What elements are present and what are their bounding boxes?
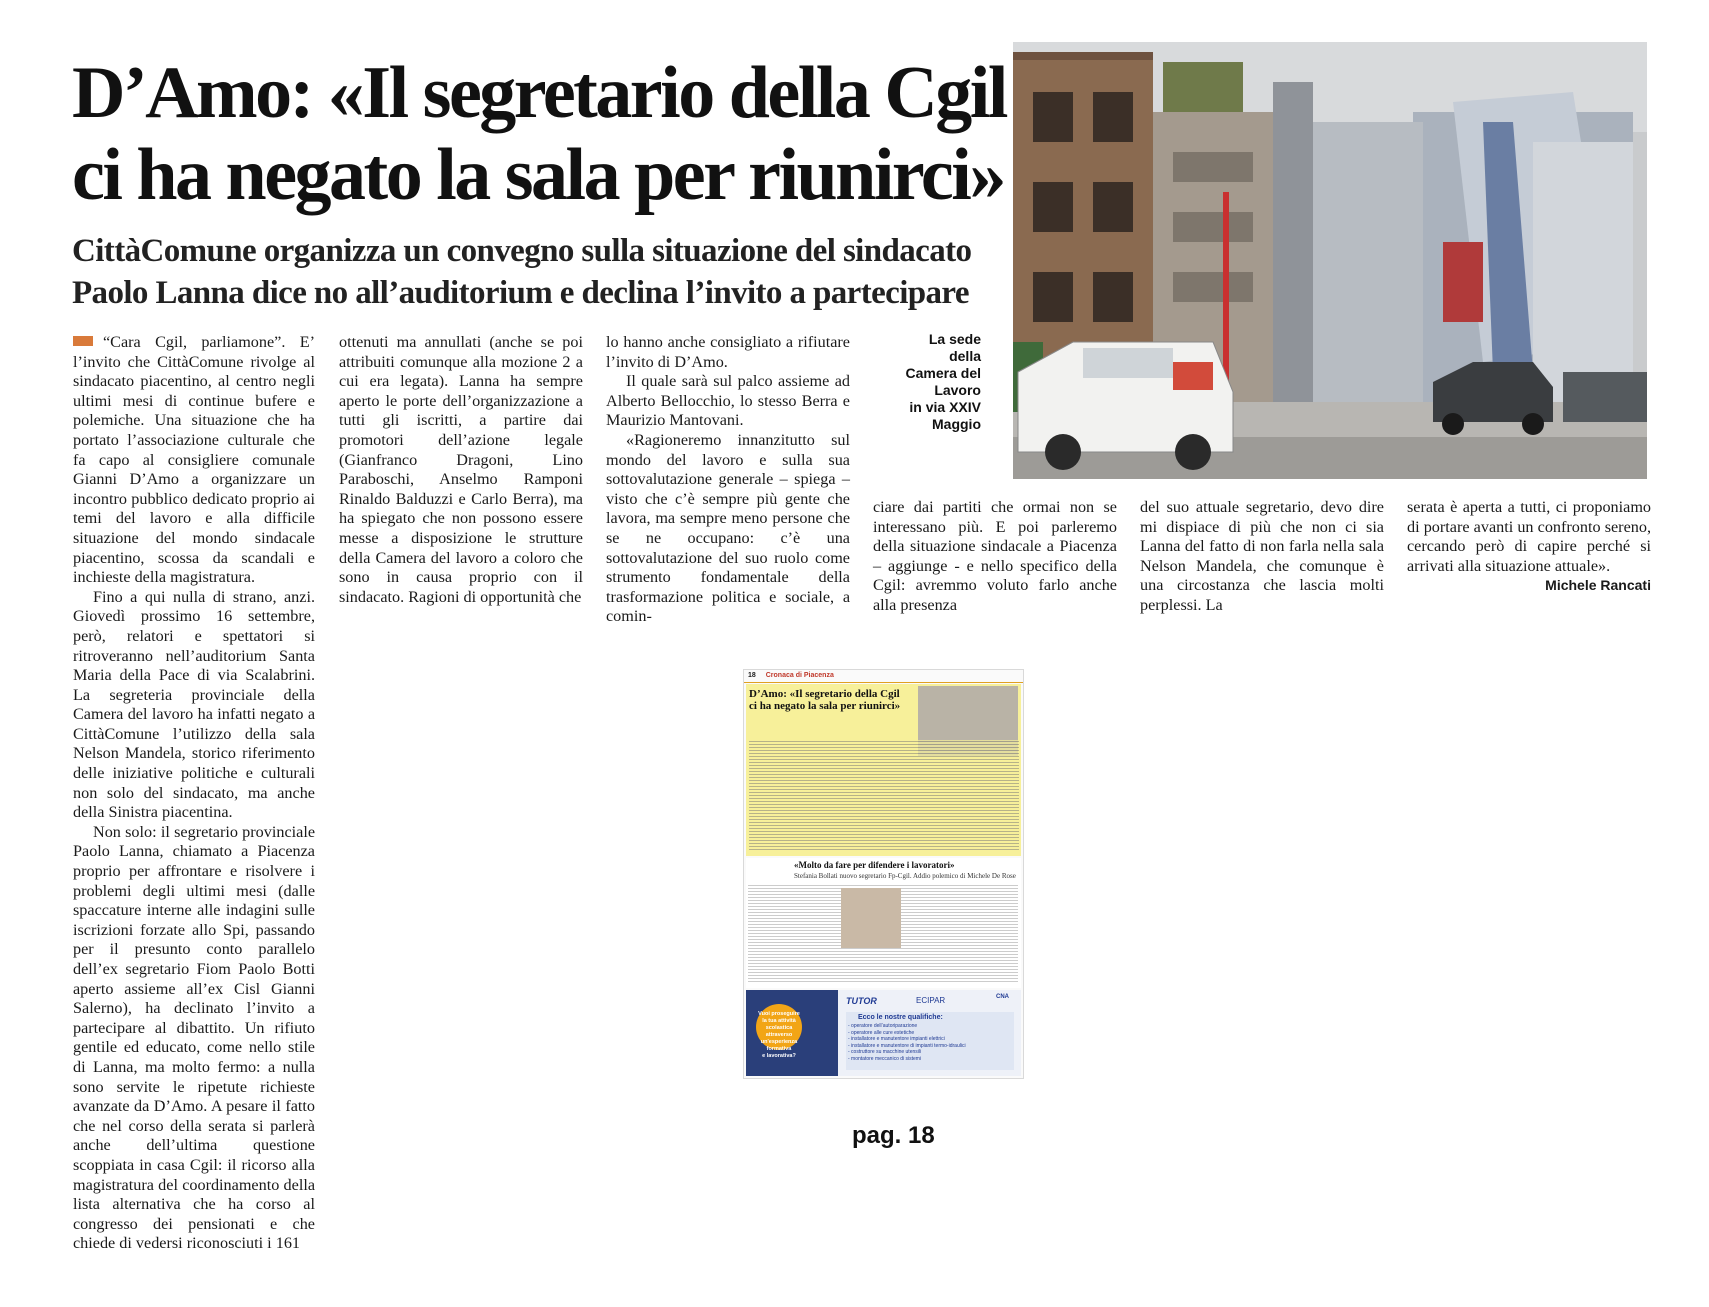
article-column-1 (73, 333, 315, 1254)
paragraph: Non solo: il segretario provinciale Paolo Lanna, chiamato a Piacenza proprio per affrontare e risolvere i problemi degli ultimi mesi (dalle spaccature interne alle indagini sulle iscrizioni forzate allo Spi, passando per il presunto conto parallelo dell’ex segretario Fiom Paolo Botti aperto assieme all’ex Cisl Gianni Salerno), ha declinato l’invito a partecipare al dibattito. Un rifiuto gentile ed educato, come nello stile di Lanna, ma molto fermo: a nulla sono servite le ripetute richieste avanzate da D’Amo. A pesare il fatto che nel corso della serata si parlerà anche dell’ultima questione scoppiata in casa Cgil: il ricorso alla magistratura del coordinamento della lista alternativa che ha corso al congresso dei pensionati e che chiede di vedersi riconosciuti i 161 (73, 822, 315, 1253)
camera-del-lavoro-photo (1013, 42, 1647, 479)
subheadline (72, 230, 972, 314)
list-item: - installatore e manutentore impianti elettrici (848, 1036, 945, 1042)
ad-badge (756, 1004, 802, 1059)
headline-line-1: D’Amo: «Il segretario della Cgil (72, 52, 1006, 134)
cna-logo: CNA (996, 994, 1009, 1000)
headline (72, 52, 1006, 216)
ad-badge-line: e lavorativa? (762, 1053, 796, 1059)
article-column-5 (1140, 498, 1384, 616)
thumbnail-second-headline: «Molto da fare per difendere i lavoratori» (794, 860, 955, 870)
caption-line: La sede (928, 331, 981, 347)
ad-badge-line: la tua attività scolastica (762, 1018, 796, 1031)
subheadline-line-1: CittàComune organizza un convegno sulla situazione del sindacato (72, 233, 972, 269)
list-item: - operatore alle cure estetiche (848, 1029, 915, 1036)
thumbnail-section: Cronaca di Piacenza (765, 672, 834, 679)
paragraph: serata è aperta a tutti, ci proponiamo di portare avanti un confronto sereno, cercando però di capire perché si arrivati alla situazione attuale». (1407, 498, 1651, 575)
caption-line: della (949, 348, 981, 364)
paragraph: «Ragioneremo innanzitutto sul mondo del lavoro e sulla sua sottovalutazione generale – spiega – visto che c’è sempre più gente che lavora, ma sempre meno persone che se ne occupano: c’è una sottovalutazione del suo ruolo come strumento fondamentale della trasformazione politica e sociale, a comin- (606, 430, 850, 626)
ad-badge-line: formativa (766, 1046, 792, 1052)
article-photo (1013, 42, 1647, 479)
paragraph: ciare dai partiti che ormai non se interessano più. E poi parleremo della situazione sindacale a Piacenza – aggiunge - e nello specifico della Cgil: avremmo voluto farlo anche alla presenza (873, 498, 1117, 614)
thumbnail-headline-line: D’Amo: «Il segretario della Cgil (749, 688, 900, 700)
article-column-3 (606, 333, 850, 627)
caption-line: Lavoro (934, 382, 981, 398)
author-byline: Michele Rancati (1545, 577, 1651, 594)
thumbnail-page-number: 18 (748, 672, 756, 679)
paragraph-text: “Cara Cgil, parliamone”. E’ l’invito che CittàComune rivolge al sindacato piacentino, al centro negli ultimi mesi di continue bufere e polemiche. Una situazione che ha portato l’associazione culturale che fa capo al consigliere comunale Gianni D’Amo a organizzare un incontro pubblico dedicato proprio ai temi del lavoro e alla difficile situazione del mondo sindacale piacentino, scossa da scandali e inchieste della magistratura. (73, 333, 315, 587)
paragraph: del suo attuale segretario, devo dire mi dispiace di più che non ci sia Lanna del fatto di non farla nella sala Nelson Mandela, che comunque è una circostanza che lascia molti perplessi. La (1140, 498, 1384, 614)
headline-line-2: ci ha negato la sala per riunirci» (72, 134, 1004, 216)
caption-line: Maggio (932, 416, 981, 432)
thumbnail-headline (749, 688, 909, 712)
page-thumbnail (743, 669, 1024, 1079)
thumbnail-advertisement (746, 990, 1021, 1076)
list-item: - operatore dell’autoriparazione (848, 1023, 918, 1029)
ecipar-logo: ECIPAR (916, 996, 946, 1005)
ad-title: Ecco le nostre qualifiche: (858, 1014, 943, 1021)
list-item: - installatore e manutentore di impianti termo-idraulici (848, 1042, 966, 1049)
ad-qualifications-list (848, 1023, 966, 1062)
article-column-6 (1407, 498, 1651, 596)
caption-line: in via XXIV (909, 399, 981, 415)
thumbnail-second-article (746, 858, 1021, 988)
article-column-2 (339, 333, 583, 607)
paragraph (73, 333, 315, 588)
thumbnail-header (744, 670, 1023, 683)
thumbnail-headline-line: ci ha negato la sala per riunirci» (749, 700, 901, 712)
thumbnail-text-lines (749, 740, 1019, 852)
list-item: - costruttore su macchine utensili (848, 1049, 922, 1055)
section-marker-icon (73, 336, 93, 346)
paragraph: ottenuti ma annullati (anche se poi attribuiti comunque alla mozione 2 a cui era legata). Lanna ha sempre aperto le porte dell’organizzazione a tutti gli iscritti, a partire dai promotori dell’azione legale (Gianfranco Dragoni, Lino Paraboschi, Anselmo Ramponi Rinaldo Balduzzi e Carlo Berra), ma ha spiegato che non possono essere messe a disposizione le strutture della Camera del lavoro a coloro che sono in causa proprio con il sindacato. Ragioni di opportunità che (339, 333, 583, 606)
photo-caption (893, 331, 981, 433)
paragraph: Fino a qui nulla di strano, anzi. Giovedì prossimo 16 settembre, però, relatori e spettatori si ritroveranno nell’auditorium Santa Maria della Pace di via Scalabrini. La segreteria provinciale della Camera del lavoro ha infatti negato a CittàComune l’utilizzo della sala Nelson Mandela, storico riferimento delle iniziative politiche e culturali non solo del sindacato, ma anche della Sinistra piacentina. (73, 587, 315, 822)
thumbnail-article (746, 684, 1021, 856)
caption-line: Camera del (905, 365, 981, 381)
ad-badge-line: Vuoi proseguire (758, 1011, 800, 1017)
list-item: - montatore meccanico di sistemi (848, 1055, 922, 1062)
thumbnail-second-subheadline: Stefania Bollati nuovo segretario Fp-Cgil. Addio polemico di Michele De Rose (794, 872, 1016, 880)
tutor-logo: TUTOR (846, 996, 877, 1006)
page-number: pag. 18 (852, 1122, 935, 1149)
thumbnail-people-photo (841, 888, 901, 948)
subheadline-line-2: Paolo Lanna dice no all’auditorium e declina l’invito a partecipare (72, 275, 969, 311)
ad-badge-line: attraverso un'esperienza (760, 1032, 798, 1045)
paragraph: lo hanno anche consigliato a rifiutare l’invito di D’Amo. (606, 333, 850, 371)
paragraph: Il quale sarà sul palco assieme ad Alberto Bellocchio, lo stesso Berra e Maurizio Mantovani. (606, 372, 850, 430)
article-column-4 (873, 498, 1117, 616)
